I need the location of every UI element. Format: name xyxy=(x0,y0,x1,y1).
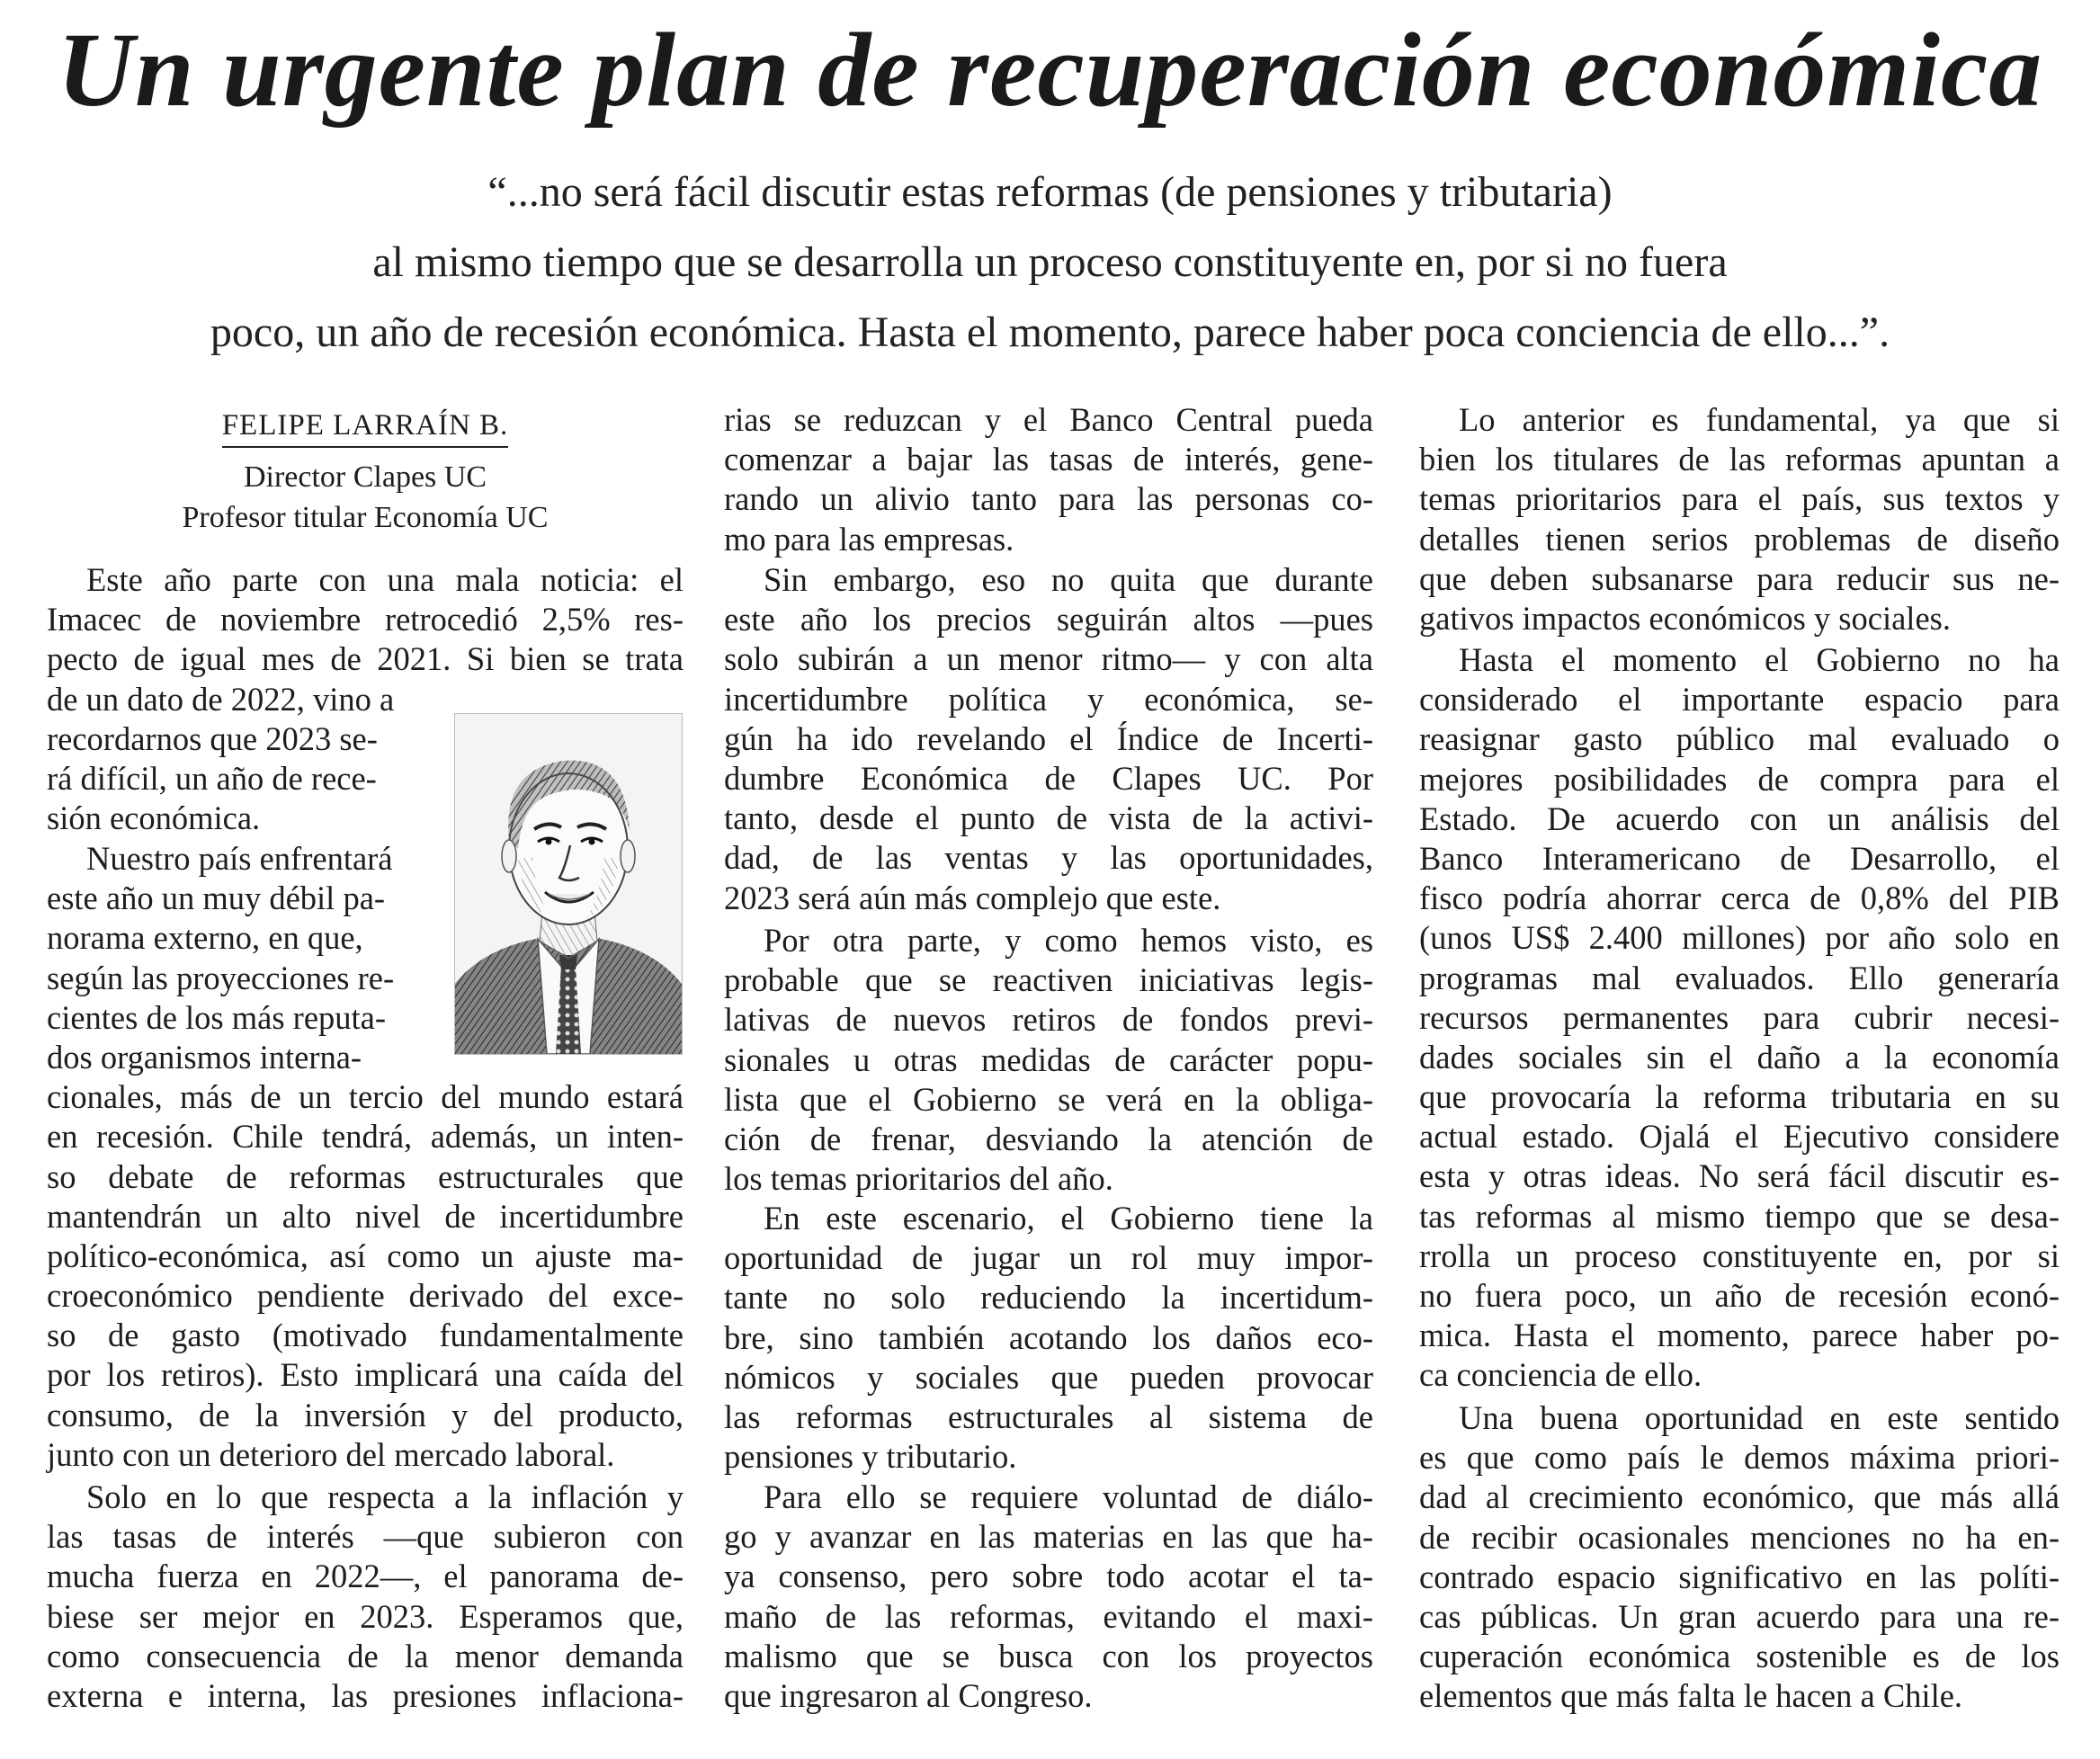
text-line: probable que se reactiven iniciativas legis- xyxy=(724,961,1373,999)
text-line: Hasta el momento el Gobierno no ha xyxy=(1459,641,2060,678)
text-line: como consecuencia de la menor demanda xyxy=(47,1637,684,1674)
text-line: externa e interna, las presiones inflaciona- xyxy=(47,1676,684,1714)
text-line: norama externo, en que, xyxy=(47,919,363,957)
text-line: croeconómico pendiente derivado del exce- xyxy=(47,1277,684,1315)
text-line: este año los precios seguirán altos —pues xyxy=(724,601,1373,638)
text-line: actual estado. Ojalá el Ejecutivo considere xyxy=(1419,1118,2060,1156)
text-line: bien los titulares de las reformas apuntan a xyxy=(1419,441,2060,478)
text-line: mejores posibilidades de compra para el xyxy=(1419,760,2060,798)
text-line: Nuestro país enfrentará xyxy=(86,840,393,877)
text-line: que deben subsanarse para reducir sus ne- xyxy=(1419,559,2060,597)
text-line: Banco Interamericano de Desarrollo, el xyxy=(1419,839,2060,877)
text-line: las tasas de interés —que subieron con xyxy=(47,1518,684,1556)
text-line: 2023 será aún más complejo que este. xyxy=(724,879,1221,916)
paragraph xyxy=(724,1478,1373,1716)
paragraph xyxy=(724,1199,1373,1477)
text-line: dad, de las ventas y las oportunidades, xyxy=(724,839,1373,877)
paragraph xyxy=(724,400,1373,559)
text-line: biese ser mejor en 2023. Esperamos que, xyxy=(47,1597,684,1635)
text-line: sión económica. xyxy=(47,799,261,837)
text-line: malismo que se busca con los proyectos xyxy=(724,1637,1373,1674)
text-line: rias se reduzcan y el Banco Central pueda xyxy=(724,401,1373,438)
author-role: Director Clapes UC xyxy=(243,460,487,494)
text-line: en recesión. Chile tendrá, además, un inten- xyxy=(47,1118,684,1156)
text-line: oportunidad de jugar un rol muy impor- xyxy=(724,1239,1373,1277)
text-line: de recibir ocasionales menciones no ha en- xyxy=(1419,1518,2060,1556)
text-line: Para ello se requiere voluntad de diálo- xyxy=(764,1478,1373,1515)
paragraph xyxy=(1419,400,2060,638)
text-line: los temas prioritarios del año. xyxy=(724,1160,1113,1198)
text-line: temas prioritarios para el país, sus textos y xyxy=(1419,480,2060,518)
text-line: junto con un deterioro del mercado laboral. xyxy=(47,1435,615,1473)
text-line: contrado espacio significativo en las políti- xyxy=(1419,1558,2060,1595)
text-line: rá difícil, un año de rece- xyxy=(47,759,377,797)
text-line: lativas de nuevos retiros de fondos previ- xyxy=(724,1001,1373,1039)
text-line: mica. Hasta el momento, parece haber po- xyxy=(1419,1317,2060,1354)
text-line: detalles tienen serios problemas de diseño xyxy=(1419,520,2060,558)
text-line: consumo, de la inversión y del producto, xyxy=(47,1396,684,1433)
text-line: Por otra parte, y como hemos visto, es xyxy=(764,922,1373,959)
text-line: por los retiros). Esto implicará una caída del xyxy=(47,1356,684,1394)
text-line: nómicos y sociales que pueden provocar xyxy=(724,1358,1373,1396)
pull-quote-line: poco, un año de recesión económica. Hasta el momento, parece haber poca conciencia de ello...”. xyxy=(210,308,1890,356)
text-line: tanto, desde el punto de vista de la activi- xyxy=(724,799,1373,837)
paragraph xyxy=(724,560,1373,918)
text-line: reasignar gasto público mal evaluado o xyxy=(1419,720,2060,758)
text-line: rrolla un proceso constituyente en, por si xyxy=(1419,1237,2060,1274)
byline xyxy=(47,406,684,538)
text-line: que provocaría la reforma tributaria en su xyxy=(1419,1078,2060,1116)
text-line: ca conciencia de ello. xyxy=(1419,1356,1702,1394)
text-line: dad al crecimiento económico, que más allá xyxy=(1419,1478,2060,1516)
text-line: Sin embargo, eso no quita que durante xyxy=(764,561,1373,598)
text-line: comenzar a bajar las tasas de interés, gene- xyxy=(724,441,1373,478)
text-line: ción de frenar, desviando la atención de xyxy=(724,1120,1373,1157)
text-line: Solo en lo que respecta a la inflación y xyxy=(86,1478,684,1515)
text-line: rando un alivio tanto para las personas co- xyxy=(724,480,1373,518)
text-line: cientes de los más reputa- xyxy=(47,998,387,1036)
text-line: recordarnos que 2023 se- xyxy=(47,719,378,757)
text-line: de un dato de 2022, vino a xyxy=(47,680,395,718)
text-line: sionales u otras medidas de carácter popu- xyxy=(724,1040,1373,1078)
text-line: gativos impactos económicos y sociales. xyxy=(1419,599,1951,637)
text-line: recursos permanentes para cubrir necesi- xyxy=(1419,998,2060,1036)
text-line: bre, sino también acotando los daños eco- xyxy=(724,1318,1373,1356)
pull-quote-line: al mismo tiempo que se desarrolla un proceso constituyente en, por si no fuera xyxy=(372,238,1728,286)
text-line: que ingresaron al Congreso. xyxy=(724,1676,1093,1714)
text-line: tante no solo reduciendo la incertidum- xyxy=(724,1279,1373,1317)
text-line: Lo anterior es fundamental, ya que si xyxy=(1459,401,2060,438)
text-line: mo para las empresas. xyxy=(724,520,1014,558)
text-line: gún ha ido revelando el Índice de Incerti- xyxy=(724,719,1373,757)
text-line: maño de las reformas, evitando el maxi- xyxy=(724,1597,1373,1635)
text-line: este año un muy débil pa- xyxy=(47,880,386,917)
text-line: cionales, más de un tercio del mundo estará xyxy=(47,1078,684,1116)
text-line: esta y otras ideas. No será fácil discutir es- xyxy=(1419,1157,2060,1195)
text-line: ya consenso, pero sobre todo acotar el ta- xyxy=(724,1558,1373,1595)
text-line: mucha fuerza en 2022—, el panorama de- xyxy=(47,1558,684,1595)
paragraph xyxy=(1419,1398,2060,1717)
text-line: programas mal evaluados. Ello generaría xyxy=(1419,959,2060,996)
text-line: político-económica, así como un ajuste ma- xyxy=(47,1237,684,1274)
text-line: Una buena oportunidad en este sentido xyxy=(1459,1399,2060,1436)
text-line: pecto de igual mes de 2021. Si bien se trata xyxy=(47,640,684,678)
text-line: pensiones y tributario. xyxy=(724,1438,1017,1476)
text-line: Imacec de noviembre retrocedió 2,5% res- xyxy=(47,601,684,638)
text-line: (unos US$ 2.400 millones) por año solo en xyxy=(1419,919,2060,957)
text-line: Estado. De acuerdo con un análisis del xyxy=(1419,799,2060,837)
text-line: las reformas estructurales al sistema de xyxy=(724,1397,1373,1435)
author-role: Profesor titular Economía UC xyxy=(182,501,549,534)
paragraph xyxy=(1419,640,2060,1396)
text-line: considerado el importante espacio para xyxy=(1419,681,2060,719)
text-line: no fuera poco, un año de recesión econó- xyxy=(1419,1277,2060,1314)
pull-quote xyxy=(54,157,2046,368)
paragraph xyxy=(47,560,684,838)
text-line: es que como país le demos máxima priori- xyxy=(1419,1439,2060,1477)
text-line: dumbre Económica de Clapes UC. Por xyxy=(724,759,1373,797)
text-line: incertidumbre política y económica, se- xyxy=(724,680,1373,718)
paragraph xyxy=(724,921,1373,1199)
text-line: En este escenario, el Gobierno tiene la xyxy=(764,1200,1373,1237)
text-line: go y avanzar en las materias en las que ha- xyxy=(724,1518,1373,1556)
text-line: lista que el Gobierno se verá en la obliga- xyxy=(724,1080,1373,1118)
pull-quote-line: “...no será fácil discutir estas reformas (de pensiones y tributaria) xyxy=(487,168,1613,216)
text-line: mantendrán un alto nivel de incertidumbre xyxy=(47,1197,684,1235)
text-line: según las proyecciones re- xyxy=(47,959,395,996)
author-name: FELIPE LARRAÍN B. xyxy=(222,407,509,448)
text-line: dades sociales sin el daño a la economía xyxy=(1419,1038,2060,1076)
text-line: cas públicas. Un gran acuerdo para una re- xyxy=(1419,1597,2060,1635)
text-line: dos organismos interna- xyxy=(47,1038,362,1076)
text-line: Este año parte con una mala noticia: el xyxy=(86,561,684,598)
text-line: so de gasto (motivado fundamentalmente xyxy=(47,1317,684,1354)
text-line: cuperación económica sostenible es de los xyxy=(1419,1638,2060,1675)
text-line: solo subirán a un menor ritmo— y con alta xyxy=(724,640,1373,678)
paragraph xyxy=(47,839,684,1475)
text-line: so debate de reformas estructurales que xyxy=(47,1157,684,1195)
paragraph xyxy=(47,1478,684,1716)
text-line: elementos que más falta le hacen a Chile. xyxy=(1419,1677,1963,1715)
text-line: tas reformas al mismo tiempo que se desa- xyxy=(1419,1197,2060,1235)
text-line: fisco podría ahorrar cerca de 0,8% del PIB xyxy=(1419,880,2060,917)
headline: Un urgente plan de recuperación económica xyxy=(57,11,2043,129)
